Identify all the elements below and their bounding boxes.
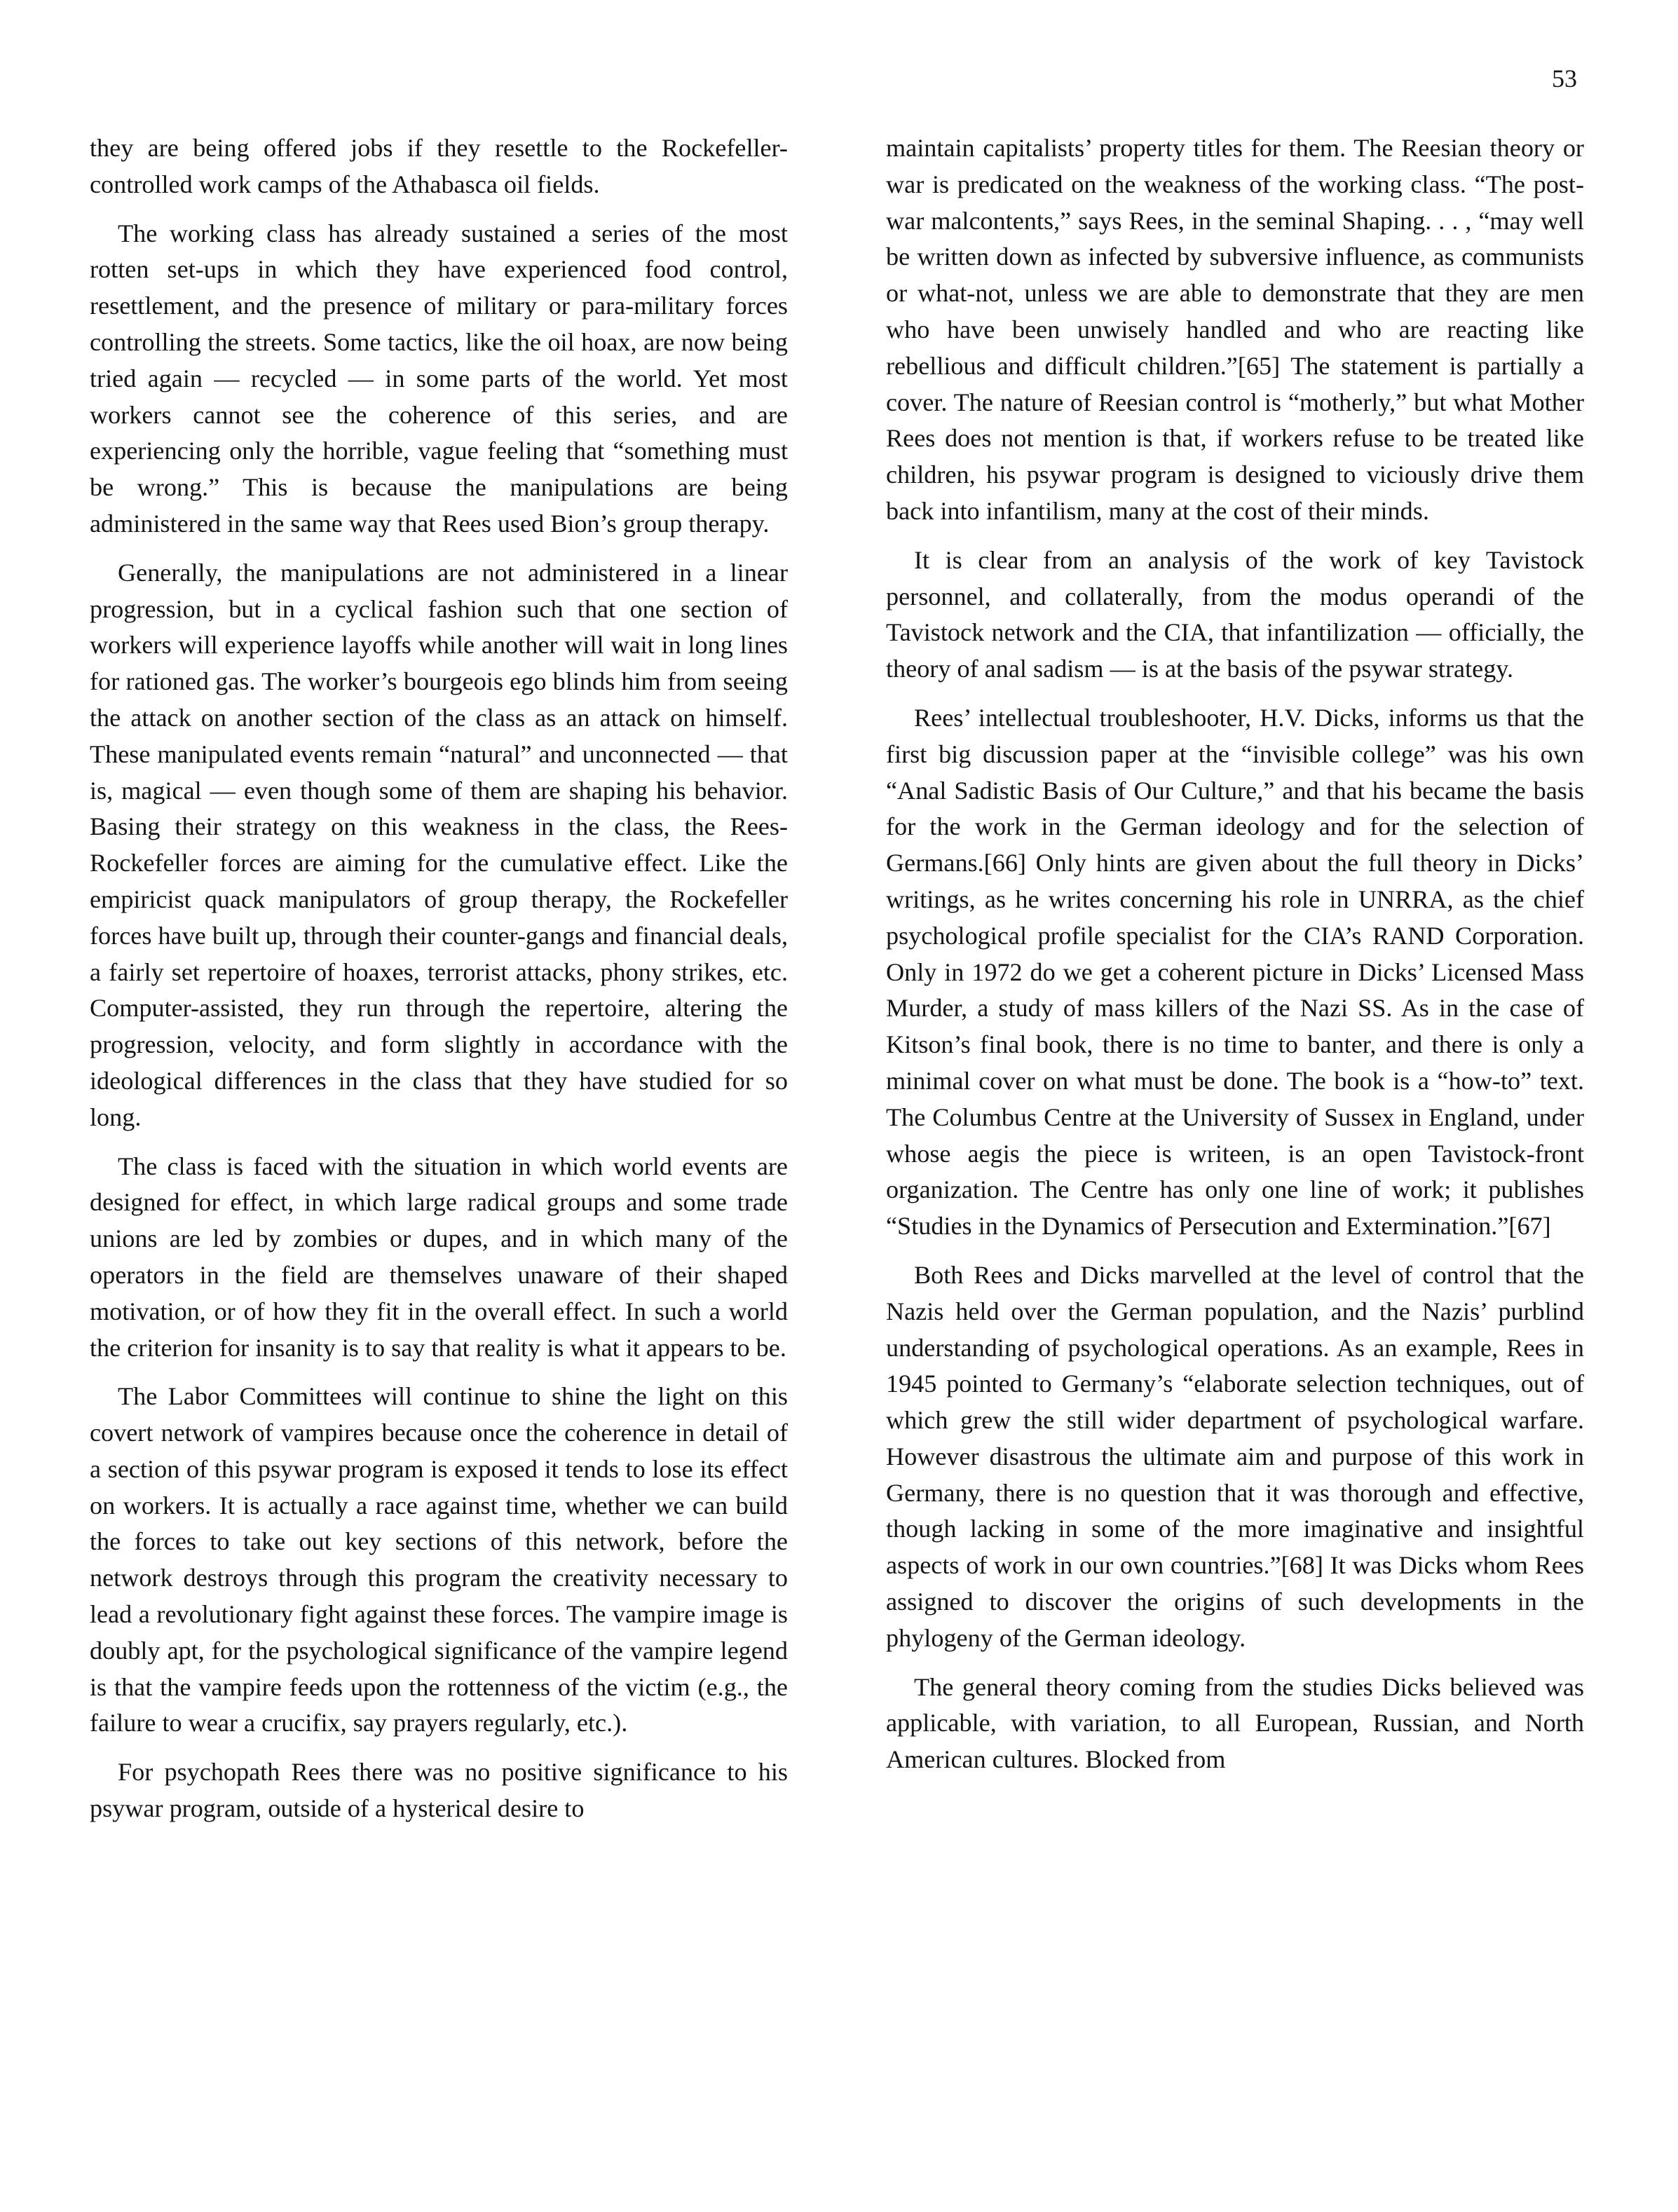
paragraph: The class is faced with the situation in which world events are designed for effect, in which large radical groups and some trade unions are led by zombies or dupes, and in which many of the operators in the field are themselves unaware of their shaped motivation, or of how they fit in the overall effect. In such a world the criterion for insanity is to say that reality is what it appears to be. [90, 1152, 788, 1362]
paragraph: Rees’ intellectual troubleshooter, H.V. Dicks, informs us that the first big discussion paper at the “invisible college” was his own “Anal Sadistic Basis of Our Culture,” and that his became the basis for the work in the German ideology and for the selection of Germans.[66] Only hints are given about the full theory in Dicks’ writings, as he writes concerning his role in UNRRA, as the chief psychological profile specialist for the CIA’s RAND Corporation. Only in 1972 do we get a coherent picture in Dicks’ Licensed Mass Murder, a study of mass killers of the Nazi SS. As in the case of Kitson’s final book, there is no time to banter, and there is only a minimal cover on what must be done. The book is a “how-to” text. The Columbus Centre at the University of Sussex in England, under whose aegis the piece is writeen, is an open Tavistock-front organization. The Centre has only one line of work; it publishes “Studies in the Dynamics of Persecution and Extermination.”[67] [886, 703, 1584, 1241]
paragraph: The general theory coming from the studies Dicks believed was applicable, with variation, to all European, Russian, and North American cultures. Blocked from [886, 1672, 1584, 1774]
right-column [886, 130, 1584, 1778]
paragraph: The working class has already sustained a series of the most rotten set-ups in which they have experienced food control, resettlement, and the presence of military or para-military forces controlling the streets. Some tactics, like the oil hoax, are now being tried again — recycled — in some parts of the world. Yet most workers cannot see the coherence of this series, and are experiencing only the horrible, vague feeling that “something must be wrong.” This is because the manipulations are being administered in the same way that Rees used Bion’s group therapy. [90, 219, 788, 538]
paragraph: Generally, the manipulations are not administered in a linear progression, but in a cyclical fashion such that one section of workers will experience layoffs while another will wait in long lines for rationed gas. The worker’s bourgeois ego blinds him from seeing the attack on another section of the class as an attack on himself. These manipulated events remain “natural” and unconnected — that is, magical — even though some of them are shaping his behavior. Basing their strategy on this weakness in the class, the Rees-Rockefeller forces are aiming for the cumulative effect. Like the empiricist quack manipulators of group therapy, the Rockefeller forces have built up, through their counter-gangs and financial deals, a fairly set repertoire of hoaxes, terrorist attacks, phony strikes, etc. Computer-assisted, they run through the repertoire, altering the progression, velocity, and form slightly in accordance with the ideological differences in the class that they have studied for so long. [90, 558, 788, 1131]
paragraph: For psychopath Rees there was no positive significance to his psywar program, outside of a hysterical desire to [90, 1758, 788, 1823]
paragraph: maintain capitalists’ property titles for them. The Reesian theory or war is predicated on the weakness of the working class. “The post-war malcontents,” says Rees, in the seminal Shaping. . . , “may well be written down as infected by subversive influence, as communists or what-not, unless we are able to demonstrate that they are men who have been unwisely handled and who are reacting like rebellious and difficult children.”[65] The statement is partially a cover. The nature of Reesian control is “motherly,” but what Mother Rees does not mention is that, if workers refuse to be treated like children, his psywar program is designed to viciously drive them back into infantilism, many at the cost of their minds. [886, 134, 1584, 525]
paragraph: Both Rees and Dicks marvelled at the level of control that the Nazis held over the German population, and the Nazis’ purblind understanding of psychological operations. As an example, Rees in 1945 pointed to Germany’s “elaborate selection techniques, out of which grew the still wider department of psychological warfare. However disastrous the ultimate aim and purpose of this work in Germany, there is no question that it was thorough and effective, though lacking in some of the more imaginative and insightful aspects of work in our own countries.”[68] It was Dicks whom Rees assigned to discover the origins of such developments in the phylogeny of the German ideology. [886, 1260, 1584, 1652]
page-number: 53 [1552, 64, 1577, 93]
paragraph: they are being offered jobs if they resettle to the Rockefeller-controlled work camps of the Athabasca oil fields. [90, 134, 788, 198]
paragraph: It is clear from an analysis of the work of key Tavistock personnel, and collaterally, from the modus operandi of the Tavistock network and the CIA, that infantilization — officially, the theory of anal sadism — is at the basis of the psywar strategy. [886, 545, 1584, 683]
paragraph: The Labor Committees will continue to shine the light on this covert network of vampires because once the coherence in detail of a section of this psywar program is exposed it tends to lose its effect on workers. It is actually a race against time, whether we can build the forces to take out key sections of this network, before the network destroys through this program the creativity necessary to lead a revolutionary fight against these forces. The vampire image is doubly apt, for the psychological significance of the vampire legend is that the vampire feeds upon the rottenness of the victim (e.g., the failure to wear a crucifix, say prayers regularly, etc.). [90, 1382, 788, 1737]
left-column [90, 130, 788, 1827]
